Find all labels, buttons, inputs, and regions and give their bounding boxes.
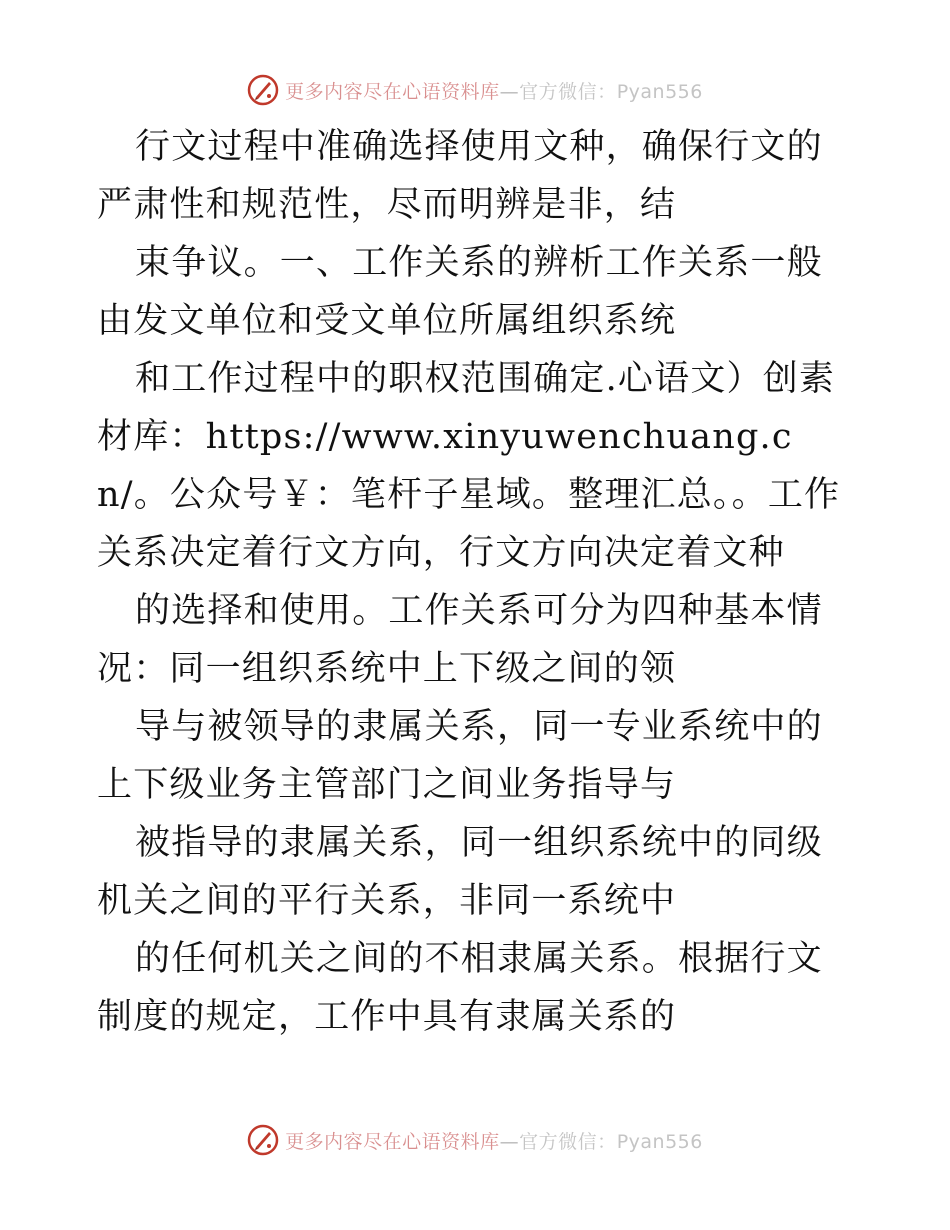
- footer-watermark: [0, 1120, 950, 1160]
- watermark-text: [285, 77, 703, 104]
- watermark-group: [247, 74, 703, 106]
- document-body: [97, 118, 857, 1046]
- watermark-account: Pyan556: [616, 80, 703, 103]
- paragraph: 被指导的隶属关系，同一组织系统中的同级机关之间的平行关系，非同一系统中: [97, 823, 823, 921]
- paragraph: 导与被领导的隶属关系，同一专业系统中的上下级业务主管部门之间业务指导与: [97, 707, 823, 805]
- watermark-account: Pyan556: [616, 1130, 703, 1153]
- watermark-separator: —: [499, 1130, 520, 1153]
- watermark-label: 官方微信：: [519, 80, 617, 103]
- watermark-separator: —: [499, 80, 520, 103]
- paragraph: 和工作过程中的职权范围确定.心语文）创素材库：https://www.xinyuwenchuang.cn/。公众号￥：笔杆子星域。整理汇总。。工作关系决定着行文方向，行文方向决定着文种: [97, 359, 841, 573]
- watermark-group: [247, 1124, 703, 1156]
- watermark-brand: 更多内容尽在心语资料库: [285, 80, 500, 103]
- quill-logo-icon: [247, 1124, 279, 1156]
- quill-logo-icon: [247, 74, 279, 106]
- header-watermark: [0, 70, 950, 110]
- paragraph: 的选择和使用。工作关系可分为四种基本情况：同一组织系统中上下级之间的领: [97, 591, 823, 689]
- watermark-brand: 更多内容尽在心语资料库: [285, 1130, 500, 1153]
- watermark-text: [285, 1127, 703, 1154]
- paragraph: 束争议。一、工作关系的辨析工作关系一般由发文单位和受文单位所属组织系统: [97, 243, 823, 341]
- paragraph: 的任何机关之间的不相隶属关系。根据行文制度的规定，工作中具有隶属关系的: [97, 939, 823, 1037]
- watermark-label: 官方微信：: [519, 1130, 617, 1153]
- paragraph: 行文过程中准确选择使用文种，确保行文的严肃性和规范性，尽而明辨是非，结: [97, 127, 823, 225]
